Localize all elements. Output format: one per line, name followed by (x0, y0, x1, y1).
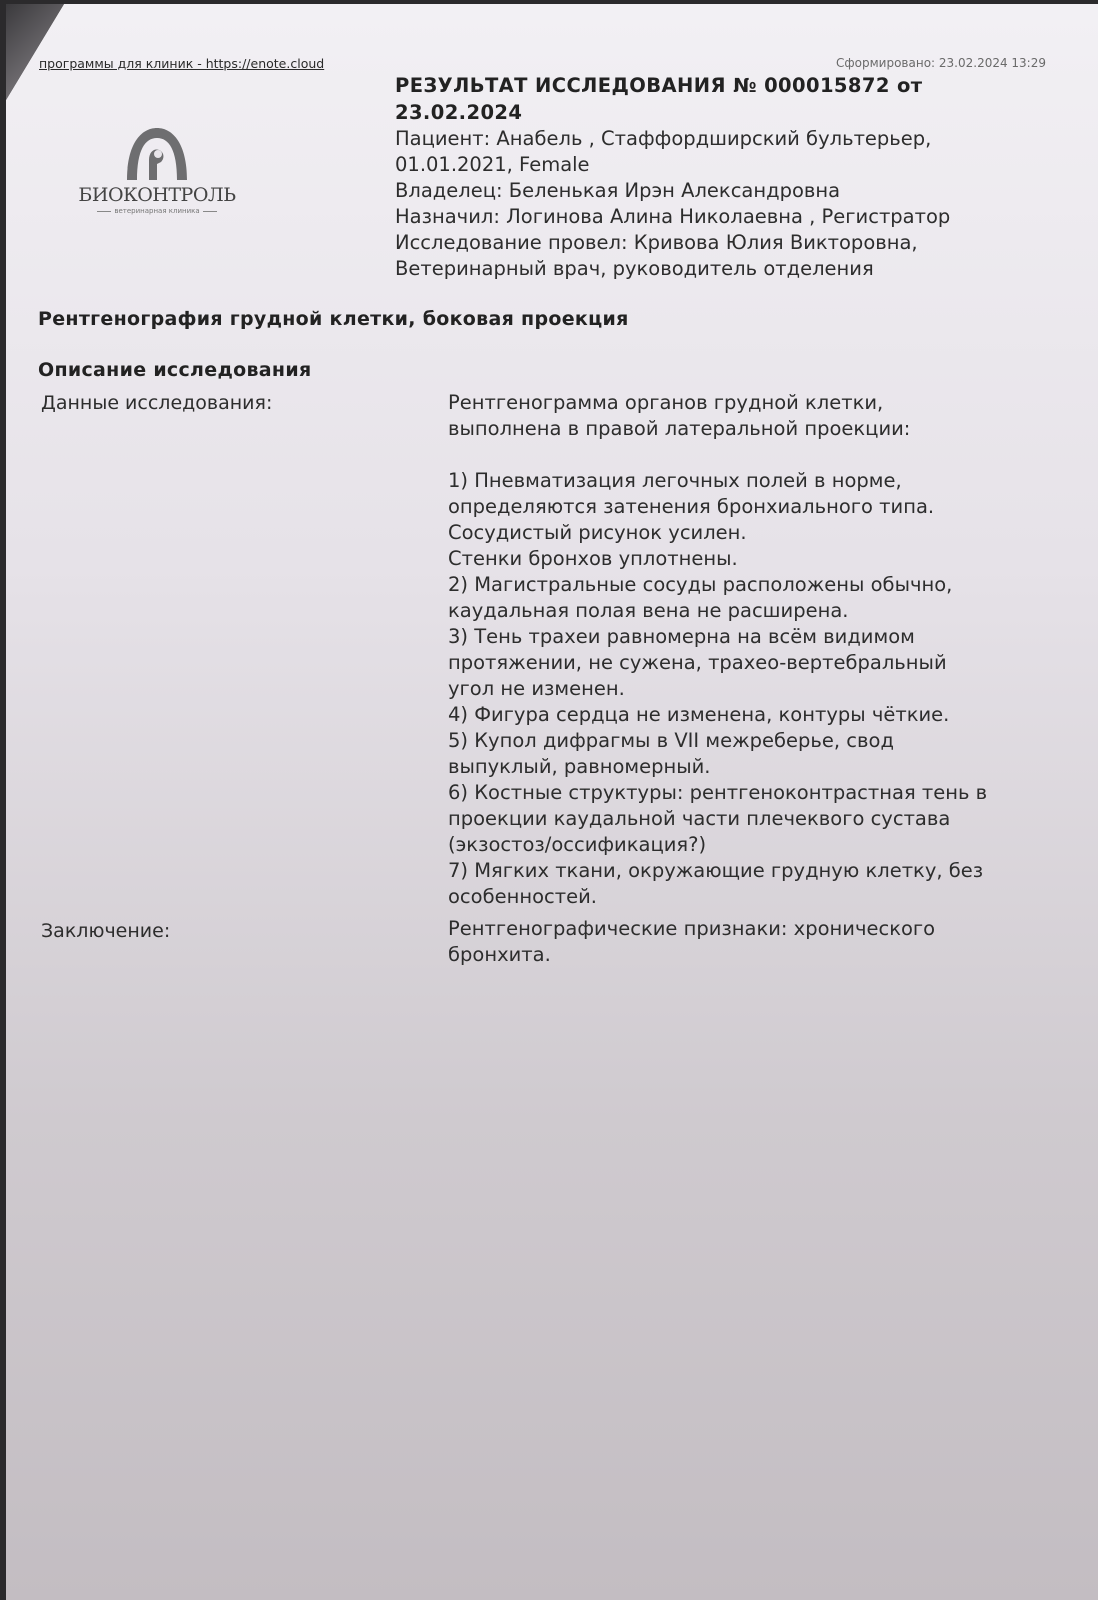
findings-line: угол не изменен. (448, 677, 625, 700)
prescribed-line: Назначил: Логинова Алина Николаевна , Регистратор (395, 205, 951, 228)
conclusion-value (448, 916, 1048, 968)
findings-value (448, 390, 1048, 910)
report-title-line-2: 23.02.2024 (395, 101, 523, 124)
findings-line (448, 442, 1048, 468)
findings-line: каудальная полая вена не расширена. (448, 599, 849, 622)
performed-line-2: Ветеринарный врач, руководитель отделения (395, 257, 874, 280)
conclusion-label: Заключение: (41, 920, 171, 942)
performed-line-1: Исследование провел: Кривова Юлия Викторовна, (395, 231, 918, 254)
findings-label: Данные исследования: (41, 392, 273, 414)
findings-line: 5) Купол дифрагмы в VII межреберье, свод (448, 729, 894, 752)
findings-line: особенностей. (448, 885, 597, 908)
clinic-logo-name: БИОКОНТРОЛЬ (78, 184, 236, 206)
conclusion-line: Рентгенографические признаки: хронического (448, 917, 936, 940)
findings-line: протяжении, не сужена, трахео-вертебральный (448, 651, 947, 674)
clinic-logo-icon (121, 124, 193, 182)
report-title-line-1: РЕЗУЛЬТАТ ИССЛЕДОВАНИЯ № 000015872 от (395, 74, 923, 97)
findings-line: определяются затенения бронхиального типа. (448, 495, 935, 518)
clinic-logo (72, 124, 242, 215)
findings-line: проекции каудальной части плечеквого сустава (448, 807, 951, 830)
report-header (395, 72, 1045, 282)
findings-line: 3) Тень трахеи равномерна на всём видимом (448, 625, 915, 648)
findings-line: 7) Мягких ткани, окружающие грудную клетку, без (448, 859, 984, 882)
conclusion-line: бронхита. (448, 943, 551, 966)
findings-line: 1) Пневматизация легочных полей в норме, (448, 469, 902, 492)
findings-line: 2) Магистральные сосуды расположены обычно, (448, 573, 953, 596)
findings-line: выполнена в правой латеральной проекции: (448, 417, 911, 440)
patient-line-1: Пациент: Анабель , Стаффордширский бультерьер, (395, 127, 932, 150)
section-title: Рентгенография грудной клетки, боковая проекция (38, 308, 629, 330)
patient-line-2: 01.01.2021, Female (395, 153, 590, 176)
clinic-logo-subtitle: ветеринарная клиника (72, 207, 242, 215)
findings-line: 6) Костные структуры: рентгеноконтрастная тень в (448, 781, 988, 804)
findings-line: Сосудистый рисунок усилен. (448, 521, 747, 544)
generated-timestamp: Сформировано: 23.02.2024 13:29 (836, 56, 1046, 70)
findings-line: (экзостоз/оссификация?) (448, 833, 707, 856)
findings-line: Рентгенограмма органов грудной клетки, (448, 391, 884, 414)
header-link[interactable]: программы для клиник - https://enote.cloud (39, 56, 325, 71)
findings-line: Стенки бронхов уплотнены. (448, 547, 738, 570)
subsection-title: Описание исследования (38, 359, 312, 381)
owner-line: Владелец: Беленькая Ирэн Александровна (395, 179, 841, 202)
findings-line: выпуклый, равномерный. (448, 755, 711, 778)
findings-line: 4) Фигура сердца не изменена, контуры чёткие. (448, 703, 950, 726)
